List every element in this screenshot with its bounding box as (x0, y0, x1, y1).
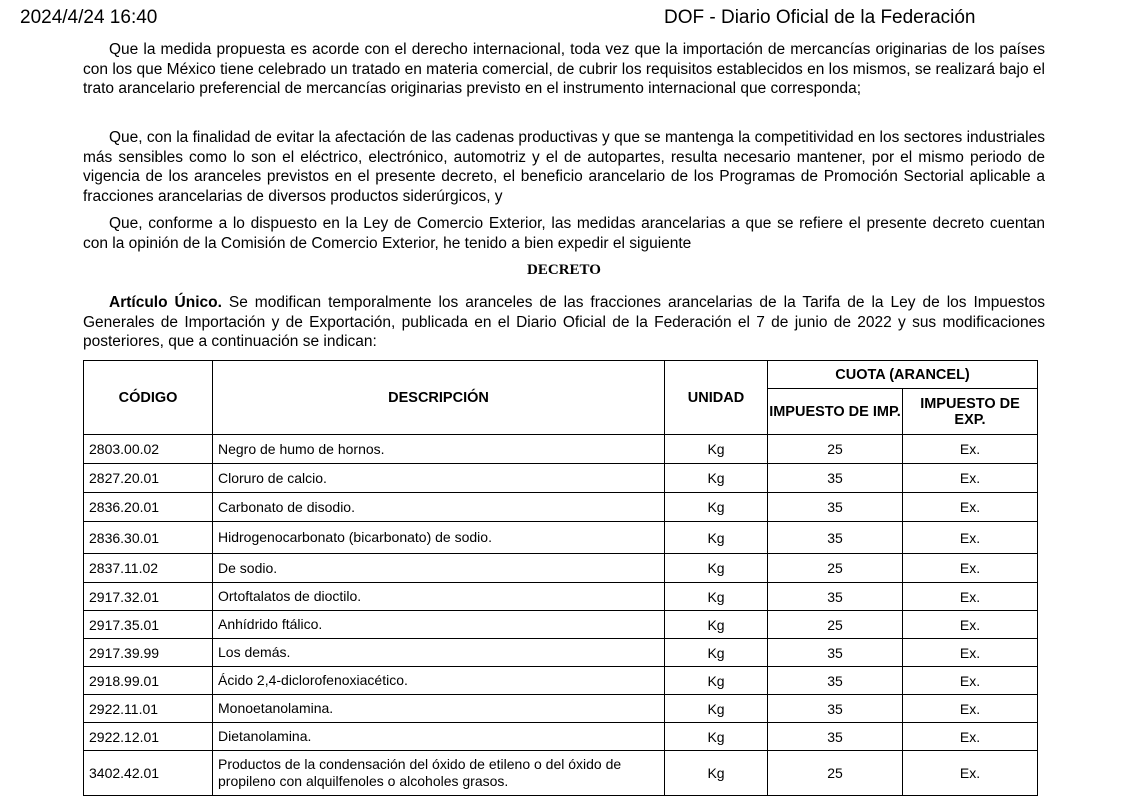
header-unit: UNIDAD (665, 361, 768, 435)
cell-code: 2917.39.99 (84, 639, 213, 667)
cell-export-tax: Ex. (903, 435, 1038, 464)
header-import-tax: IMPUESTO DE IMP. (768, 389, 903, 435)
table-row (84, 723, 1038, 751)
cell-export-tax: Ex. (903, 751, 1038, 796)
cell-import-tax: 25 (768, 611, 903, 639)
cell-description: Ortoftalatos de dioctilo. (213, 583, 665, 611)
table-body (84, 435, 1038, 796)
cell-description: Dietanolamina. (213, 723, 665, 751)
header-export-tax: IMPUESTO DE EXP. (903, 389, 1038, 435)
document-source: DOF - Diario Oficial de la Federación (664, 7, 976, 28)
cell-export-tax: Ex. (903, 464, 1038, 493)
cell-description: Carbonato de disodio. (213, 493, 665, 522)
paragraph-3: Que, conforme a lo dispuesto en la Ley de Comercio Exterior, las medidas arancelarias a que se refiere el presente decreto cuentan con la opinión de la Comisión de Comercio Exterior, he tenido a bien expedir el siguiente (83, 215, 1045, 252)
article-label: Artículo Único. (109, 294, 222, 311)
cell-description: Hidrogenocarbonato (bicarbonato) de sodio. (213, 522, 665, 554)
cell-unit: Kg (665, 435, 768, 464)
cell-unit: Kg (665, 522, 768, 554)
cell-unit: Kg (665, 464, 768, 493)
header-code: CÓDIGO (84, 361, 213, 435)
table-row (84, 522, 1038, 554)
article-text: Se modifican temporalmente los aranceles de las fracciones arancelarias de la Tarifa de la Ley de los Impuestos Generales de Importación y de Exportación, publicada en el Diario Oficial de la Federación el 7 de junio de 2022 y sus modificaciones posteriores, que a continuación se indican: (83, 294, 1045, 350)
decree-title: DECRETO (527, 262, 601, 278)
cell-unit: Kg (665, 751, 768, 796)
paragraph-1: Que la medida propuesta es acorde con el derecho internacional, toda vez que la importación de mercancías originarias de los países con los que México tiene celebrado un tratado en materia comercial, de cubrir los requisitos establecidos en los mismos, se realizará bajo el trato arancelario preferencial de mercancías originarias previsto en el instrumento internacional que corresponda; (83, 41, 1045, 97)
cell-import-tax: 35 (768, 583, 903, 611)
table-row (84, 554, 1038, 583)
cell-description: Cloruro de calcio. (213, 464, 665, 493)
cell-import-tax: 25 (768, 554, 903, 583)
cell-export-tax: Ex. (903, 695, 1038, 723)
cell-import-tax: 35 (768, 667, 903, 695)
cell-description: Ácido 2,4-diclorofenoxiacético. (213, 667, 665, 695)
header-description: DESCRIPCIÓN (213, 361, 665, 435)
cell-unit: Kg (665, 493, 768, 522)
cell-export-tax: Ex. (903, 667, 1038, 695)
table-row (84, 583, 1038, 611)
cell-code: 2917.35.01 (84, 611, 213, 639)
cell-code: 2836.20.01 (84, 493, 213, 522)
cell-export-tax: Ex. (903, 522, 1038, 554)
cell-code: 2803.00.02 (84, 435, 213, 464)
cell-code: 2918.99.01 (84, 667, 213, 695)
cell-unit: Kg (665, 583, 768, 611)
article-paragraph (83, 293, 1045, 352)
tariff-table (83, 360, 1038, 796)
table-row (84, 464, 1038, 493)
cell-import-tax: 35 (768, 464, 903, 493)
cell-export-tax: Ex. (903, 583, 1038, 611)
table-row (84, 751, 1038, 796)
cell-export-tax: Ex. (903, 611, 1038, 639)
cell-export-tax: Ex. (903, 723, 1038, 751)
cell-code: 3402.42.01 (84, 751, 213, 796)
cell-unit: Kg (665, 695, 768, 723)
cell-import-tax: 35 (768, 723, 903, 751)
cell-export-tax: Ex. (903, 639, 1038, 667)
cell-code: 2837.11.02 (84, 554, 213, 583)
paragraph-2: Que, con la finalidad de evitar la afectación de las cadenas productivas y que se mantenga la competitividad en los sectores industriales más sensibles como lo son el eléctrico, electrónico, automotriz y el de autopartes, resulta necesario mantener, por el mismo periodo de vigencia de los aranceles previstos en el presente decreto, el beneficio arancelario de los Programas de Promoción Sectorial aplicable a fracciones arancelarias de diversos productos siderúrgicos, y (83, 129, 1045, 205)
cell-code: 2917.32.01 (84, 583, 213, 611)
header-quota: CUOTA (ARANCEL) (768, 361, 1038, 389)
table-row (84, 639, 1038, 667)
cell-import-tax: 35 (768, 639, 903, 667)
cell-unit: Kg (665, 611, 768, 639)
cell-code: 2922.12.01 (84, 723, 213, 751)
table-row (84, 667, 1038, 695)
cell-unit: Kg (665, 639, 768, 667)
cell-import-tax: 35 (768, 522, 903, 554)
cell-description: Negro de humo de hornos. (213, 435, 665, 464)
table-row (84, 493, 1038, 522)
table-row (84, 611, 1038, 639)
cell-unit: Kg (665, 667, 768, 695)
cell-description: Los demás. (213, 639, 665, 667)
cell-description: Monoetanolamina. (213, 695, 665, 723)
cell-description: De sodio. (213, 554, 665, 583)
cell-description: Productos de la condensación del óxido de etileno o del óxido de propileno con alquilfenoles o alcoholes grasos. (213, 751, 665, 796)
cell-import-tax: 35 (768, 695, 903, 723)
cell-export-tax: Ex. (903, 493, 1038, 522)
table-row (84, 435, 1038, 464)
cell-unit: Kg (665, 723, 768, 751)
table-row (84, 695, 1038, 723)
cell-unit: Kg (665, 554, 768, 583)
cell-import-tax: 35 (768, 493, 903, 522)
cell-code: 2836.30.01 (84, 522, 213, 554)
cell-import-tax: 25 (768, 435, 903, 464)
cell-import-tax: 25 (768, 751, 903, 796)
cell-code: 2827.20.01 (84, 464, 213, 493)
print-datetime: 2024/4/24 16:40 (20, 7, 158, 28)
cell-export-tax: Ex. (903, 554, 1038, 583)
cell-code: 2922.11.01 (84, 695, 213, 723)
cell-description: Anhídrido ftálico. (213, 611, 665, 639)
